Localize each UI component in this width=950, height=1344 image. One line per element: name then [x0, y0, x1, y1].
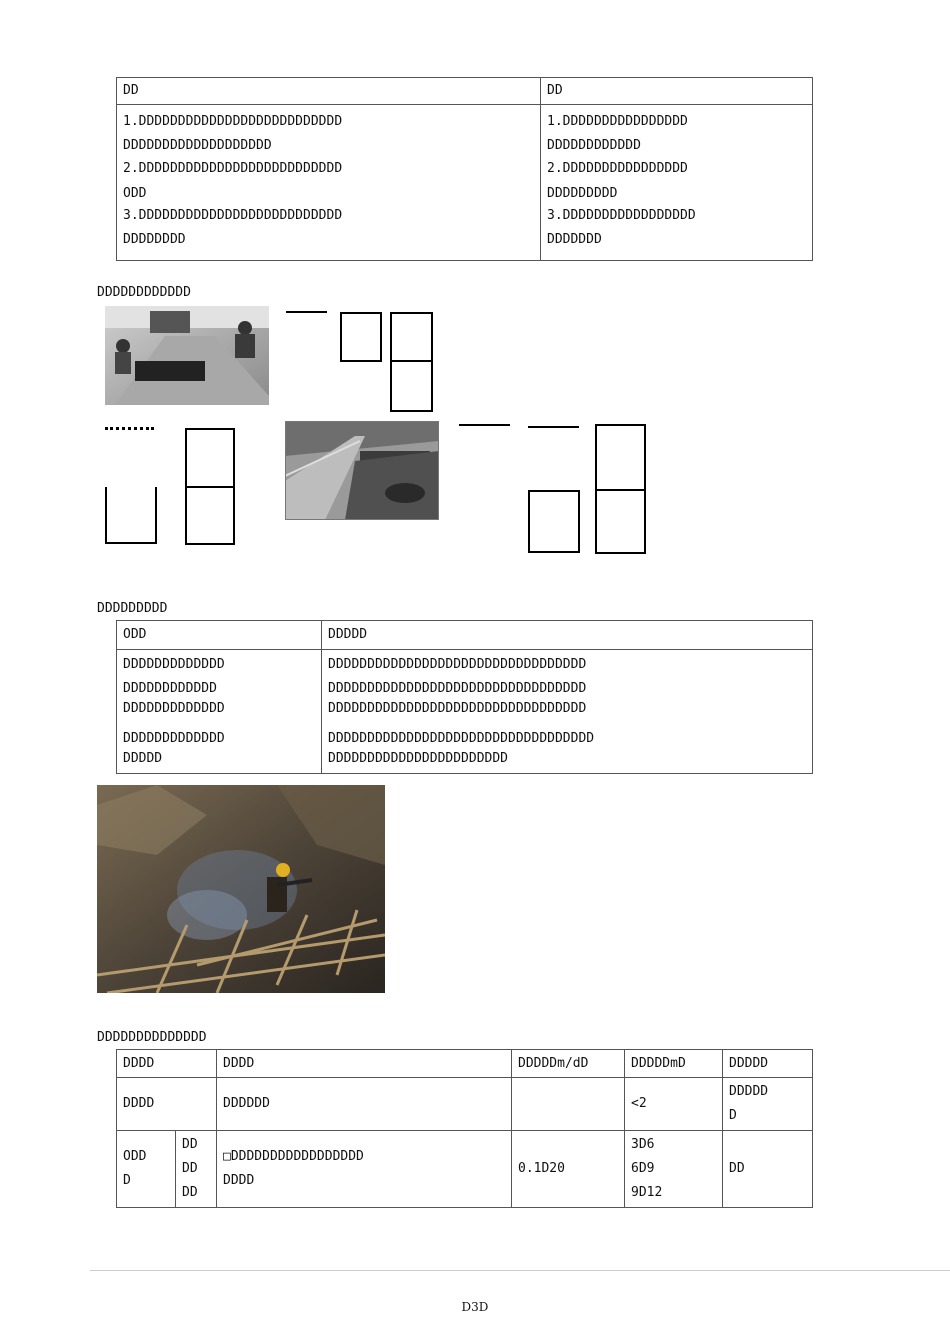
cell-line: DD — [182, 1185, 198, 1200]
diagram-u-shape — [105, 487, 157, 544]
cell-line: 1.DDDDDDDDDDDDDDDD — [547, 114, 688, 129]
diagram-box — [528, 490, 580, 553]
section-heading: DDDDDDDDDDDDDD — [97, 1030, 207, 1045]
table-cell — [541, 105, 813, 261]
cell-line: ODD — [123, 185, 147, 201]
table-header-cell: DD — [541, 78, 813, 105]
cell-line: 9D12 — [631, 1185, 663, 1200]
cell-line: DDDDDDDDDDDDD — [123, 701, 225, 716]
cell-line: 2.DDDDDDDDDDDDDDDD — [547, 161, 688, 176]
diagram-line — [459, 424, 510, 426]
cell-line: DDDDDDDDDDDDDDDDDDDDDDD — [328, 751, 509, 766]
diagram-line — [528, 426, 579, 428]
diagram-box — [340, 312, 382, 362]
method-table — [116, 620, 813, 774]
cell-line: DDDD — [223, 1173, 255, 1188]
comparison-table — [116, 77, 813, 261]
cell-line: DD — [182, 1161, 198, 1176]
table-cell — [723, 1078, 813, 1131]
table-header-cell: DDDDD — [723, 1050, 813, 1078]
table-header-cell: DDDD — [117, 1050, 217, 1078]
table-cell: <2 — [625, 1078, 723, 1131]
section-heading: DDDDDDDDDDDD — [97, 285, 191, 300]
cell-line: DDDDDDDDDDDDD — [123, 731, 225, 746]
cell-line: 3.DDDDDDDDDDDDDDDDD — [547, 207, 696, 223]
diagram-box — [390, 312, 433, 362]
cell-line: DDDDDDDD — [123, 231, 186, 247]
rock-shotcrete-photo — [97, 785, 385, 993]
table-header-cell: DDDDD — [322, 621, 813, 650]
tunnel-photo — [285, 421, 439, 520]
table-cell — [625, 1131, 723, 1208]
cell-line: ODD — [123, 1149, 147, 1164]
diagram-line — [286, 311, 327, 313]
table-cell: DDDD — [117, 1078, 217, 1131]
table-cell — [117, 650, 322, 774]
cell-line: 3.DDDDDDDDDDDDDDDDDDDDDDDDDD — [123, 207, 343, 223]
table-header-cell: ODD — [117, 621, 322, 650]
cell-line: D — [123, 1173, 131, 1188]
cell-line: DDDDDDDDDDDDDDDDDDDDDDDDDDDDDDDDD — [328, 701, 587, 716]
table-header-cell: DDDD — [217, 1050, 512, 1078]
cell-line: DDDDDDD — [547, 231, 602, 247]
table-cell — [512, 1078, 625, 1131]
diagram-box — [595, 424, 646, 491]
parameter-table — [116, 1049, 813, 1208]
cell-line: 6D9 — [631, 1161, 655, 1176]
cell-line: DDDDDDDDDDDDDDDDDDDDDDDDDDDDDDDDD — [328, 657, 587, 672]
table-cell — [117, 105, 541, 261]
table-cell: 0.1D20 — [512, 1131, 625, 1208]
cell-line: 2.DDDDDDDDDDDDDDDDDDDDDDDDDD — [123, 161, 343, 176]
table-cell — [117, 1131, 176, 1208]
road-work-photo — [105, 306, 269, 405]
cell-line: DDDDDDDDDDDD — [123, 681, 217, 696]
cell-line: DDDDD — [123, 751, 163, 766]
cell-line: DDDDDDDDDDDDD — [123, 657, 225, 672]
table-header-cell: DDDDDmD — [625, 1050, 723, 1078]
cell-line: DDDDDDDDDDDDDDDDDDDDDDDDDDDDDDDDD — [328, 681, 587, 696]
cell-line: □DDDDDDDDDDDDDDDDD — [223, 1149, 364, 1164]
cell-line: D — [729, 1108, 737, 1123]
table-header-cell: DDDDDm/dD — [512, 1050, 625, 1078]
section-heading: DDDDDDDDD — [97, 601, 168, 616]
table-cell — [176, 1131, 217, 1208]
diagram-box — [185, 486, 235, 545]
cell-line: DDDDDDDDDDDDDDDDDDD — [123, 137, 272, 153]
diagram-box — [390, 360, 433, 412]
cell-line: DDDDDDDDD — [547, 185, 618, 201]
cell-line: DDDDD — [729, 1084, 769, 1099]
footer-divider — [90, 1270, 950, 1271]
diagram-box — [185, 428, 235, 488]
table-header-cell: DD — [117, 78, 541, 105]
table-cell — [322, 650, 813, 774]
table-cell: DD — [723, 1131, 813, 1208]
cell-line: DDDDDDDDDDDDDDDDDDDDDDDDDDDDDDDDDD — [328, 731, 595, 746]
page-number: D3D — [461, 1300, 489, 1314]
table-cell: DDDDDD — [217, 1078, 512, 1131]
table-cell — [217, 1131, 512, 1208]
diagram-dotted-line — [105, 427, 154, 430]
diagram-box — [595, 489, 646, 554]
cell-line: DD — [182, 1137, 198, 1152]
cell-line: 3D6 — [631, 1137, 655, 1152]
cell-line: DDDDDDDDDDDD — [547, 137, 641, 153]
cell-line: 1.DDDDDDDDDDDDDDDDDDDDDDDDDD — [123, 114, 343, 129]
